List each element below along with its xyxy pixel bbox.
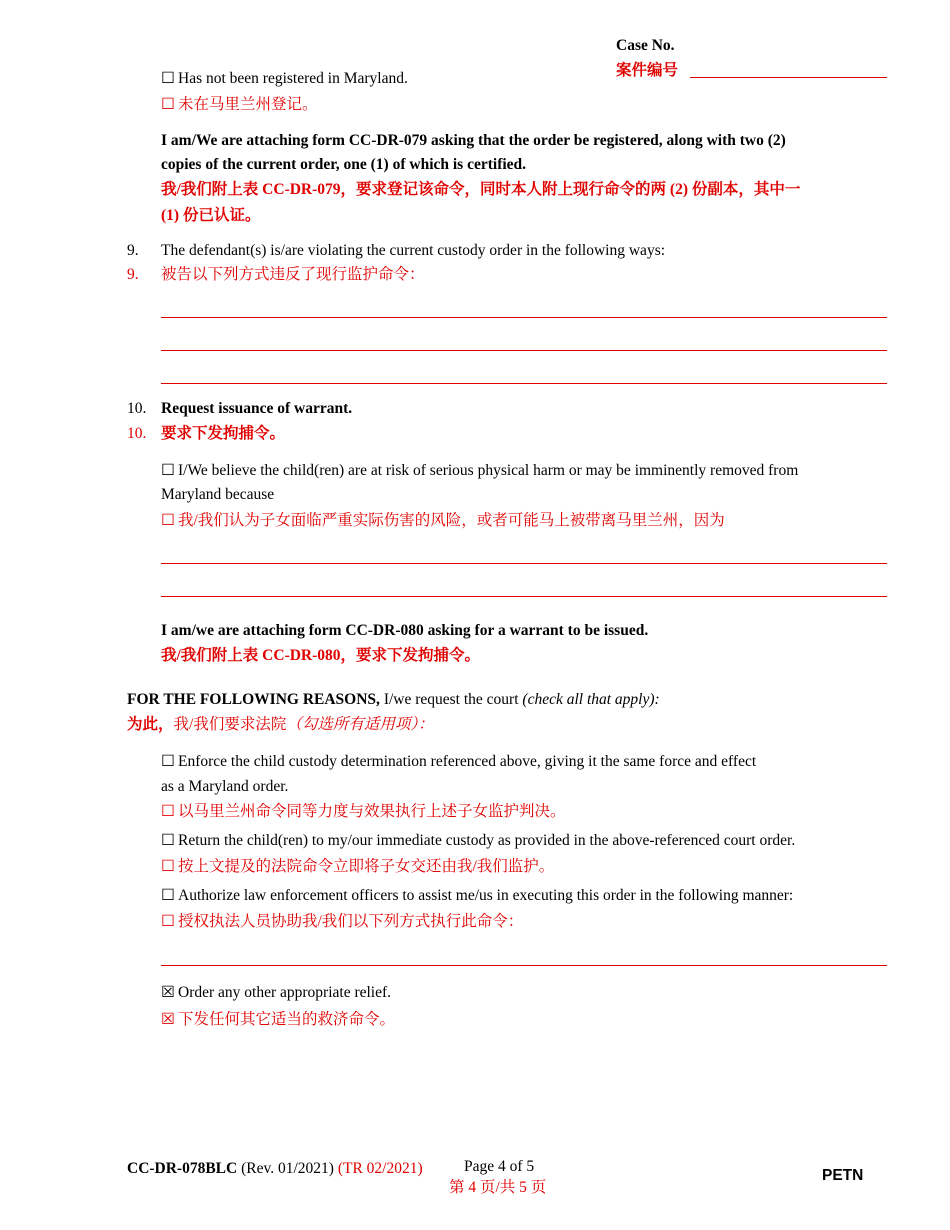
item9-answer-line-3[interactable] — [161, 383, 887, 384]
attach-079-line1: I am/We are attaching form CC-DR-079 asking that the order be registered, along with two (2) — [161, 132, 786, 149]
return-option: ☐ Return the child(ren) to my/our immediate custody as provided in the above-referenced court order. — [161, 832, 796, 849]
case-no-label-zh: 案件编号 — [616, 62, 679, 79]
enforce-option: ☐ Enforce the child custody determination referenced above, giving it the same force and effect — [161, 753, 757, 770]
checkbox-enforce-zh[interactable]: ☐ — [161, 803, 175, 820]
attach-079-zh-line2: (1) 份已认证。 — [161, 207, 261, 224]
checkbox-authorize-zh[interactable]: ☐ — [161, 913, 175, 930]
checkbox-enforce[interactable]: ☐ — [161, 753, 175, 770]
enforce-option-line2: as a Maryland order. — [161, 778, 289, 795]
case-no-field[interactable] — [690, 77, 887, 78]
checkbox-risk-zh[interactable]: ☐ — [161, 512, 175, 529]
item9-number: 9. — [127, 242, 139, 259]
item10-title: Request issuance of warrant. — [161, 400, 353, 417]
authorize-option: ☐ Authorize law enforcement officers to assist me/us in executing this order in the following manner: — [161, 887, 794, 904]
checkbox-other-relief-zh[interactable]: ☒ — [161, 1011, 175, 1028]
footer-form-id: CC-DR-078BLC (Rev. 01/2021) (TR 02/2021) — [127, 1160, 423, 1177]
checkbox-return[interactable]: ☐ — [161, 832, 175, 849]
item9-answer-line-2[interactable] — [161, 350, 887, 351]
footer-form-code: PETN — [822, 1167, 864, 1184]
item9-answer-line-1[interactable] — [161, 317, 887, 318]
item10-title-zh: 要求下发拘捕令。 — [161, 425, 286, 442]
risk-option-line2: Maryland because — [161, 486, 275, 503]
item9-number-zh: 9. — [127, 266, 139, 283]
item10-number-zh: 10. — [127, 425, 147, 442]
checkbox-not-registered[interactable]: ☐ — [161, 70, 175, 87]
item10-number: 10. — [127, 400, 147, 417]
risk-answer-line-2[interactable] — [161, 596, 887, 597]
attach-079-zh-line1: 我/我们附上表 CC-DR-079，要求登记该命令，同时本人附上现行命令的两 (2) 份副本，其中一 — [161, 181, 801, 198]
attach-080: I am/we are attaching form CC-DR-080 asking for a warrant to be issued. — [161, 622, 649, 639]
attach-079-line2: copies of the current order, one (1) of which is certified. — [161, 156, 527, 173]
checkbox-authorize[interactable]: ☐ — [161, 887, 175, 904]
authorize-option-zh: ☐ 授权执法人员协助我/我们以下列方式执行此命令： — [161, 913, 524, 930]
risk-option-zh: ☐ 我/我们认为子女面临严重实际伤害的风险，或者可能马上被带离马里兰州，因为 — [161, 512, 725, 529]
checkbox-return-zh[interactable]: ☐ — [161, 858, 175, 875]
return-option-zh: ☐ 按上文提及的法院命令立即将子女交还由我/我们监护。 — [161, 858, 555, 875]
checkbox-not-registered-zh[interactable]: ☐ — [161, 96, 175, 113]
not-registered-option-zh: ☐ 未在马里兰州登记。 — [161, 96, 318, 113]
other-relief-option-zh: ☒ 下发任何其它适当的救济命令。 — [161, 1011, 396, 1028]
case-no-label: Case No. — [616, 37, 675, 54]
risk-answer-line-1[interactable] — [161, 563, 887, 564]
checkbox-risk[interactable]: ☐ — [161, 462, 175, 479]
item9-text-zh: 被告以下列方式违反了现行监护命令： — [161, 266, 425, 283]
reasons-lead: FOR THE FOLLOWING REASONS, I/we request the court (check all that apply): — [127, 691, 660, 708]
footer-page-number-zh: 第 4 页/共 5 页 — [449, 1179, 547, 1196]
checkbox-other-relief[interactable]: ☒ — [161, 984, 175, 1001]
risk-option: ☐ I/We believe the child(ren) are at risk of serious physical harm or may be imminently removed from — [161, 462, 799, 479]
reasons-lead-zh: 为此，我/我们要求法院（勾选所有适用项）： — [127, 716, 434, 733]
enforce-option-zh: ☐ 以马里兰州命令同等力度与效果执行上述子女监护判决。 — [161, 803, 566, 820]
footer-page-number: Page 4 of 5 — [464, 1158, 535, 1175]
authorize-answer-line[interactable] — [161, 965, 887, 966]
not-registered-option: ☐ Has not been registered in Maryland. — [161, 70, 408, 87]
attach-080-zh: 我/我们附上表 CC-DR-080，要求下发拘捕令。 — [161, 647, 481, 664]
item9-text: The defendant(s) is/are violating the current custody order in the following ways: — [161, 242, 666, 259]
other-relief-option: ☒ Order any other appropriate relief. — [161, 984, 392, 1001]
